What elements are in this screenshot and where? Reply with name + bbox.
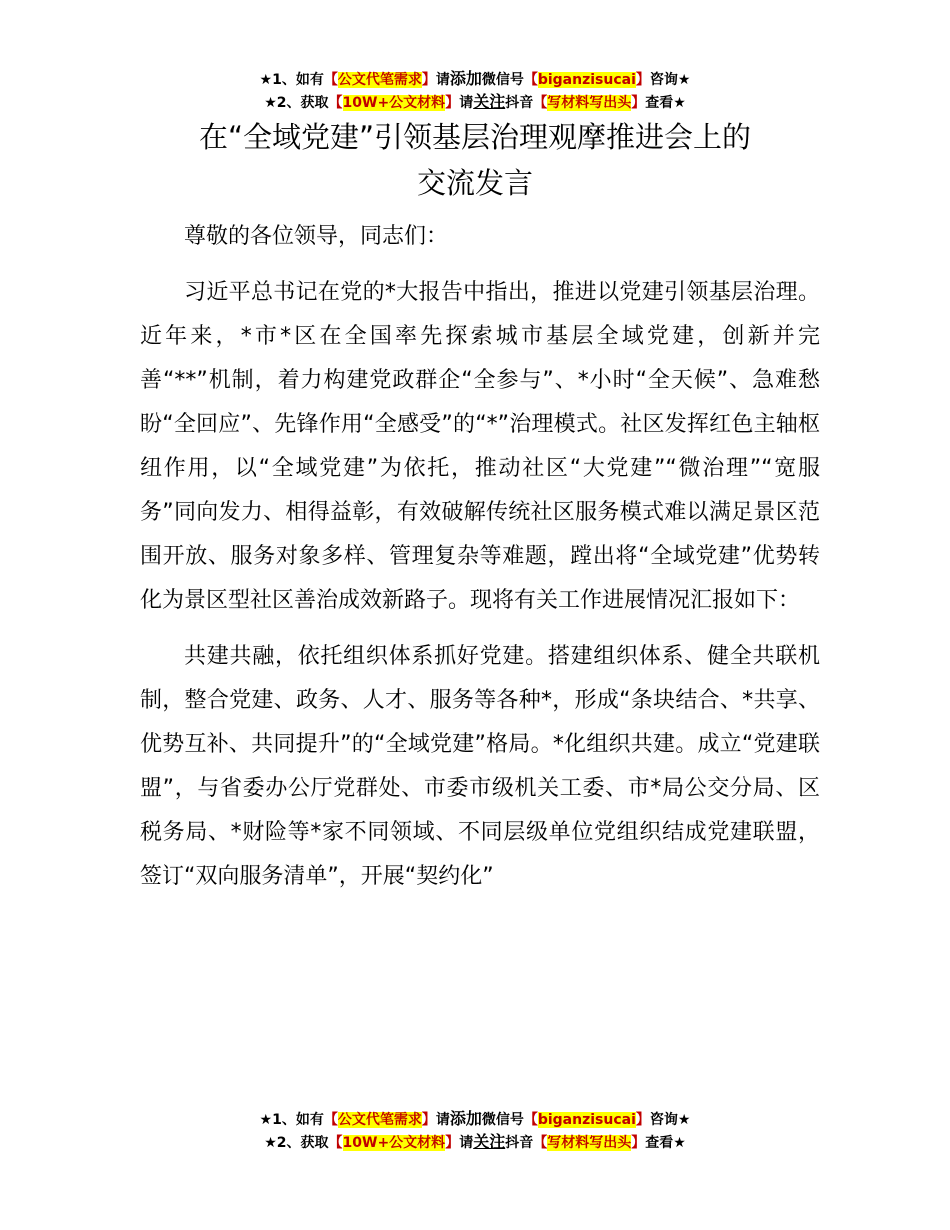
highlight-tag: 10W+公文材料: [342, 1135, 446, 1151]
bracket: 【: [328, 95, 343, 111]
banner-line-1: [0, 1108, 950, 1131]
banner-emphasis: 关注: [473, 92, 506, 111]
banner-text: ★1、如有: [259, 72, 324, 88]
banner-text: 咨询★: [649, 1112, 691, 1128]
banner-text: ★1、如有: [259, 1112, 324, 1128]
bracket: 】: [631, 1135, 646, 1151]
highlight-tag: 公文代笔需求: [337, 1112, 422, 1128]
bracket: 】: [631, 95, 646, 111]
title-line-2: 交流发言: [416, 166, 533, 200]
bracket: 【: [533, 95, 548, 111]
banner-emphasis: 关注: [473, 1132, 506, 1151]
banner-text: 查看★: [645, 95, 686, 111]
bracket: 】: [421, 72, 436, 88]
bracket: 【: [323, 72, 338, 88]
banner-text: 抖音: [505, 1135, 534, 1151]
banner-text: 请: [435, 1112, 450, 1128]
banner-emphasis: 添加: [449, 1109, 482, 1128]
bracket: 【: [523, 1112, 538, 1128]
bracket: 】: [445, 1135, 460, 1151]
banner-text: 抖音: [505, 95, 534, 111]
banner-text: ★2、获取: [264, 1135, 329, 1151]
paragraph-1: 习近平总书记在党的*大报告中指出，推进以党建引领基层治理。近年来，*市*区在全国率先探索城市基层全域党建，创新并完善“**”机制，着力构建党政群企“全参与”、*小时“全天候”、急难愁盼“全回应”、先锋作用“全感受”的“*”治理模式。社区发挥红色主轴枢纽作用，以“全域党建”为依托，推动社区“大党建”“微治理”“宽服务”同向发力、相得益彰，有效破解传统社区服务模式难以满足景区范围开放、服务对象多样、管理复杂等难题，蹚出将“全域党建”优势转化为景区型社区善治成效新路子。现将有关工作进展情况汇报如下：: [140, 280, 820, 613]
bracket: 【: [328, 1135, 343, 1151]
banner-text: 请: [459, 95, 474, 111]
header-banner: [0, 68, 950, 114]
banner-text: 微信号: [481, 72, 524, 88]
document-title: [0, 114, 950, 206]
bracket: 】: [445, 95, 460, 111]
banner-emphasis: 添加: [449, 69, 482, 88]
highlight-tag: 10W+公文材料: [342, 95, 446, 111]
bracket: 】: [635, 1112, 650, 1128]
highlight-tag: 公文代笔需求: [337, 72, 422, 88]
bracket: 】: [635, 72, 650, 88]
banner-text: 查看★: [645, 1135, 686, 1151]
wechat-id-tag: biganzisucai: [537, 72, 636, 88]
bracket: 【: [523, 72, 538, 88]
document-body: [140, 215, 820, 899]
banner-text: 微信号: [481, 1112, 524, 1128]
banner-text: 请: [435, 72, 450, 88]
banner-line-1: [0, 68, 950, 91]
footer-banner: [0, 1108, 950, 1154]
title-line-1: 在“全域党建”引领基层治理观摩推进会上的: [198, 120, 752, 154]
banner-text: 咨询★: [649, 72, 691, 88]
banner-text: 请: [459, 1135, 474, 1151]
greeting: 尊敬的各位领导，同志们：: [184, 224, 449, 249]
bracket: 】: [421, 1112, 436, 1128]
douyin-account-tag: 写材料写出头: [547, 95, 632, 111]
douyin-account-tag: 写材料写出头: [547, 1135, 632, 1151]
wechat-id-tag: biganzisucai: [537, 1112, 636, 1128]
bracket: 【: [323, 1112, 338, 1128]
banner-line-2: [0, 1131, 950, 1154]
paragraph-2: 共建共融，依托组织体系抓好党建。搭建组织体系、健全共联机制，整合党建、政务、人才、服务等各种*，形成“条块结合、*共享、优势互补、共同提升”的“全域党建”格局。*化组织共建。成立“党建联盟”，与省委办公厅党群处、市委市级机关工委、市*局公交分局、区税务局、*财险等*家不同领域、不同层级单位党组织结成党建联盟，签订“双向服务清单”，开展“契约化”: [140, 644, 820, 889]
bracket: 【: [533, 1135, 548, 1151]
banner-text: ★2、获取: [264, 95, 329, 111]
banner-line-2: [0, 91, 950, 114]
